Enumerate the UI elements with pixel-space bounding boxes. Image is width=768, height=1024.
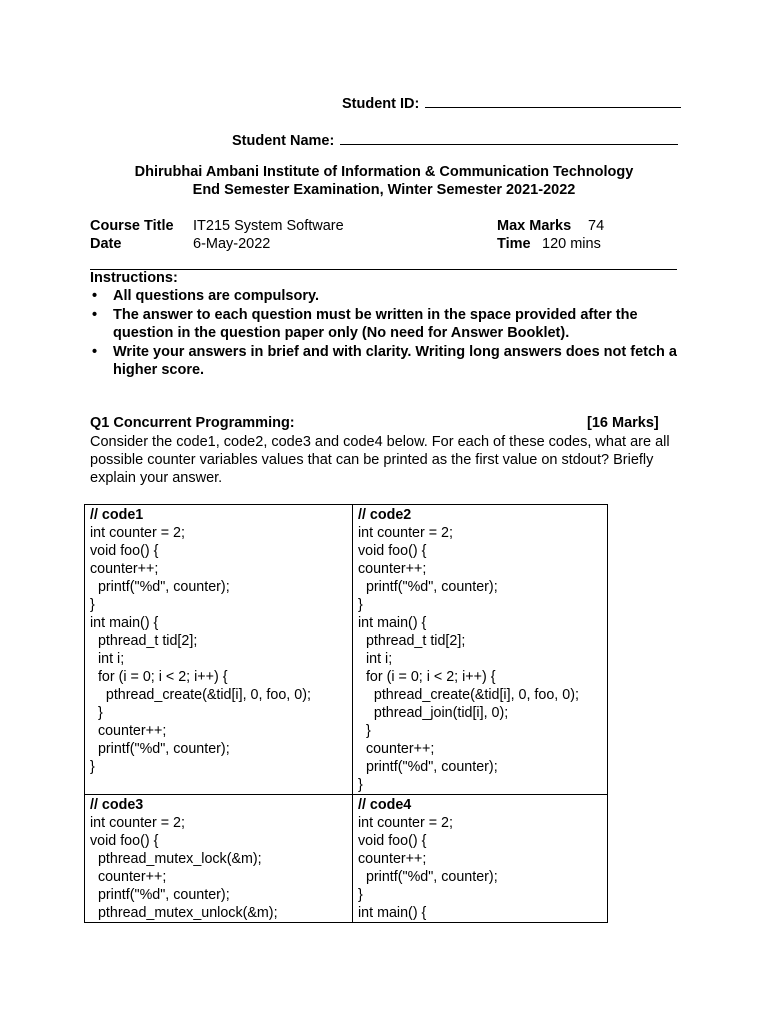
- instructions-list: [90, 287, 680, 380]
- code-line: pthread_t tid[2];: [90, 633, 198, 649]
- instruction-item: • All questions are compulsory.: [90, 287, 680, 305]
- code-line: pthread_create(&tid[i], 0, foo, 0);: [358, 687, 579, 703]
- code-line: void foo() {: [358, 833, 427, 849]
- code-line: printf("%d", counter);: [358, 869, 498, 885]
- code-line: counter++;: [90, 869, 167, 885]
- exam-title: End Semester Examination, Winter Semester 2021-2022: [192, 182, 576, 198]
- code-line: int counter = 2;: [90, 815, 185, 831]
- code-line: }: [358, 777, 363, 793]
- code-line: pthread_join(tid[i], 0);: [358, 705, 509, 721]
- code-line: printf("%d", counter);: [358, 759, 498, 775]
- code-line: }: [358, 597, 363, 613]
- code-line: }: [358, 723, 371, 739]
- code-line: int main() {: [358, 905, 427, 921]
- code1-body: [90, 524, 347, 776]
- code1-title: // code1: [90, 507, 144, 523]
- code-line: printf("%d", counter);: [358, 579, 498, 595]
- course-title-value: IT215 System Software: [193, 218, 344, 234]
- institute-title: Dhirubhai Ambani Institute of Information & Communication Technology: [134, 164, 634, 180]
- code-line: counter++;: [358, 851, 427, 867]
- instruction-item: • Write your answers in brief and with clarity. Writing long answers does not fetch a higher score.: [90, 343, 680, 379]
- code-line: for (i = 0; i < 2; i++) {: [90, 669, 228, 685]
- code-line: void foo() {: [358, 543, 427, 559]
- code3-title: // code3: [90, 797, 144, 813]
- date-value: 6-May-2022: [193, 236, 271, 252]
- code-line: int i;: [358, 651, 393, 667]
- code-line: pthread_mutex_lock(&m);: [90, 851, 262, 867]
- student-id-row: [342, 92, 681, 112]
- instructions-heading: Instructions:: [90, 270, 178, 286]
- code-line: counter++;: [90, 561, 159, 577]
- q1-marks: [16 Marks]: [587, 415, 659, 431]
- code-line: void foo() {: [90, 833, 159, 849]
- code-line: printf("%d", counter);: [90, 579, 230, 595]
- time-value: 120 mins: [542, 236, 601, 252]
- code-line: int main() {: [90, 615, 159, 631]
- student-id-blank[interactable]: [425, 92, 681, 108]
- student-name-blank[interactable]: [340, 129, 678, 145]
- code-line: for (i = 0; i < 2; i++) {: [358, 669, 496, 685]
- student-name-row: [232, 129, 678, 149]
- code-line: counter++;: [90, 723, 167, 739]
- code-line: }: [90, 759, 95, 775]
- code-line: int counter = 2;: [358, 525, 453, 541]
- code-line: int main() {: [358, 615, 427, 631]
- date-label: Date: [90, 236, 122, 252]
- student-name-label: Student Name:: [232, 133, 335, 149]
- code1-cell: [85, 505, 353, 795]
- code-line: printf("%d", counter);: [90, 741, 230, 757]
- max-marks-value: 74: [588, 218, 605, 234]
- code-line: int i;: [90, 651, 125, 667]
- time-label: Time: [497, 236, 531, 252]
- student-id-label: Student ID:: [342, 96, 420, 112]
- instruction-item: • The answer to each question must be written in the space provided after the question in the question paper only (No need for Answer Booklet).: [90, 306, 680, 342]
- divider: [90, 269, 677, 270]
- code2-body: [358, 524, 602, 794]
- code-line: counter++;: [358, 741, 435, 757]
- code-line: int counter = 2;: [90, 525, 185, 541]
- code-line: counter++;: [358, 561, 427, 577]
- course-title-label: Course Title: [90, 218, 174, 234]
- max-marks-label: Max Marks: [497, 218, 572, 234]
- code-line: pthread_mutex_unlock(&m);: [90, 905, 278, 921]
- code3-cell: [85, 795, 353, 923]
- q1-text: Consider the code1, code2, code3 and code4 below. For each of these codes, what are all possible counter variables values that can be printed as the first value on stdout? Briefly explain your answer.: [90, 434, 670, 486]
- code-line: }: [90, 597, 95, 613]
- code-line: void foo() {: [90, 543, 159, 559]
- code-line: pthread_t tid[2];: [358, 633, 466, 649]
- code3-body: [90, 814, 347, 922]
- code-line: }: [358, 887, 363, 903]
- code-line: pthread_create(&tid[i], 0, foo, 0);: [90, 687, 311, 703]
- code-line: }: [90, 705, 103, 721]
- code2-title: // code2: [358, 507, 412, 523]
- code-table: [84, 504, 608, 923]
- code-line: printf("%d", counter);: [90, 887, 230, 903]
- q1-title: Q1 Concurrent Programming:: [90, 415, 295, 431]
- code4-title: // code4: [358, 797, 412, 813]
- code-line: int counter = 2;: [358, 815, 453, 831]
- code4-body: [358, 814, 602, 922]
- code4-cell: [353, 795, 608, 923]
- code2-cell: [353, 505, 608, 795]
